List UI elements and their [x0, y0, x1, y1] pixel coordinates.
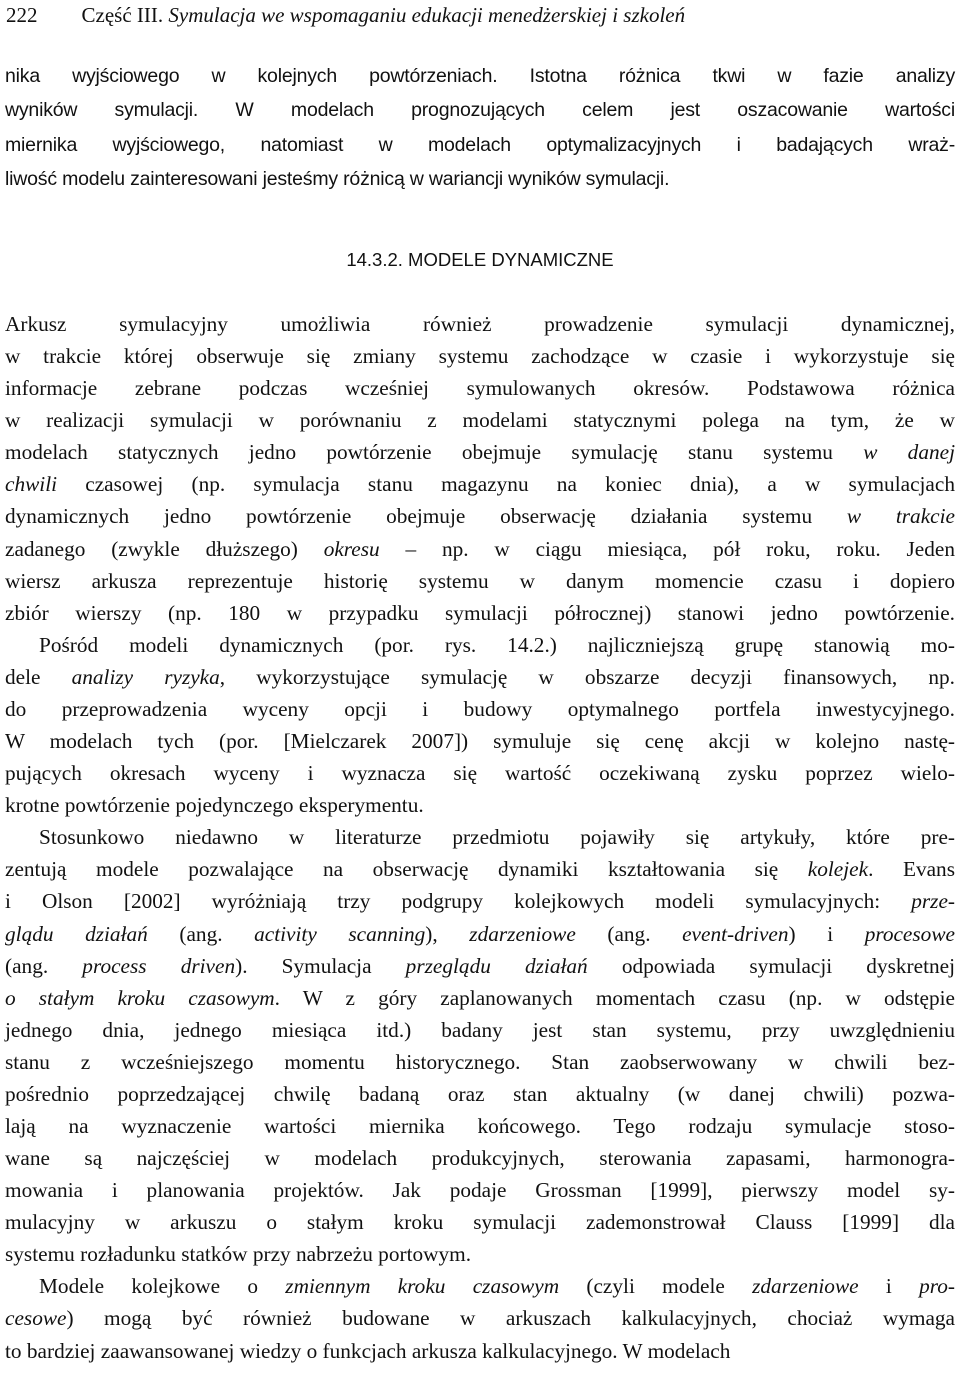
- text-segment: (ang.: [5, 953, 83, 978]
- text-line: krotne powtórzenie pojedynczego eksperymentu.: [5, 793, 424, 818]
- text-segment: ). Symulacja: [235, 953, 406, 978]
- italic-term: procesowe: [864, 921, 955, 946]
- text-segment: i: [858, 1274, 920, 1299]
- text-line: do przeprowadzenia wyceny opcji i budowy optymalnego portfela inwestycyjnego.: [5, 696, 955, 721]
- text-line: [5, 534, 955, 564]
- part-label: Część III.: [81, 3, 164, 27]
- text-line: wane są najczęściej w modelach produkcyjnych, sterowania zapasami, harmonogra-: [5, 1146, 955, 1171]
- italic-term: glądu działań: [5, 921, 148, 946]
- text-line: mowania i planowania projektów. Jak podaje Grossman [1999], pierwszy model sy-: [5, 1178, 955, 1203]
- text-line: [5, 469, 955, 499]
- italic-term: o stałym kroku czasowym: [5, 985, 275, 1010]
- running-header: [6, 3, 685, 27]
- text-segment: zadanego (zwykle dłuższego): [5, 536, 324, 561]
- text-line: pośrednio poprzedzającej chwilę badaną oraz stan aktualny (w danej chwili) pozwa-: [5, 1081, 955, 1106]
- italic-term: zmiennym kroku czasowym: [285, 1274, 560, 1299]
- text-line: w realizacji symulacji w porównaniu z modelami statycznymi polega na tym, że w: [5, 408, 955, 433]
- text-line: wiersz arkusza reprezentuje historię systemu w danym momencie czasu i dopiero: [5, 568, 955, 593]
- text-segment: ),: [425, 921, 470, 946]
- italic-term: kolejek: [807, 857, 869, 882]
- italic-term: okresu: [323, 536, 380, 561]
- text-segment: dele: [5, 664, 72, 689]
- italic-term: event-driven: [682, 921, 789, 946]
- text-line: nika wyjściowego w kolejnych powtórzeniach. Istotna różnica tkwi w fazie analizy: [5, 65, 955, 87]
- text-segment: ) i: [788, 921, 865, 946]
- text-line: [5, 662, 955, 692]
- text-line: Pośród modeli dynamicznych (por. rys. 14.2.) najliczniejszą grupę stanowią mo-: [39, 632, 955, 657]
- text-line: [5, 919, 955, 949]
- text-line: W modelach tych (por. [Mielczarek 2007]) symuluje się cenę akcji w kolejno nastę-: [5, 729, 955, 754]
- italic-term: zdarzeniowe: [469, 921, 576, 946]
- text-line: [5, 886, 955, 916]
- italic-term: w danej: [863, 440, 955, 465]
- text-segment: i Olson [2002] wyróżniają trzy podgrupy kolejkowych modeli symulacyjnych:: [5, 889, 912, 914]
- text-line: wyników symulacji. W modelach prognozujących celem jest oszacowanie wartości: [5, 99, 955, 121]
- text-segment: – np. w ciągu miesiąca, pół roku, roku. Jeden: [379, 536, 956, 561]
- text-line: [5, 951, 955, 981]
- italic-term: przeglądu działań: [405, 953, 588, 978]
- text-line: [5, 1303, 955, 1333]
- text-line: jednego dnia, jednego miesiąca itd.) badany jest stan systemu, przy uwzględnieniu: [5, 1017, 955, 1042]
- text-line: systemu rozładunku statków przy nabrzeżu portowym.: [5, 1242, 472, 1267]
- text-segment: czasowej (np. symulacja stanu magazynu na koniec dnia), a w symulacjach: [57, 472, 955, 497]
- text-segment: (czyli modele: [559, 1274, 753, 1299]
- text-segment: , wykorzystujące symulację w obszarze decyzji finansowych, np.: [219, 664, 955, 689]
- italic-term: w trakcie: [846, 504, 955, 529]
- text-line: mulacyjny w arkuszu o stałym kroku symulacji zademonstrował Clauss [1999] dla: [5, 1210, 955, 1235]
- text-line: miernika wyjściowego, natomiast w modelach optymalizacyjnych i badających wraż-: [5, 134, 955, 156]
- text-segment: dynamicznych jedno powtórzenie obejmuje obserwację działania systemu: [5, 504, 847, 529]
- text-line: zbiór wierszy (np. 180 w przypadku symulacji półrocznej) stanowi jedno powtórzenie.: [5, 600, 955, 625]
- text-line: stanu z wcześniejszego momentu historycznego. Stan zaobserwowany w chwili bez-: [5, 1049, 955, 1074]
- text-line: [5, 983, 955, 1013]
- text-segment: Modele kolejkowe o: [39, 1274, 286, 1299]
- italic-term: analizy ryzyka: [71, 664, 220, 689]
- page-number: 222: [6, 3, 38, 27]
- text-line: Stosunkowo niedawno w literaturze przedmiotu pojawiły się artykuły, które pre-: [39, 825, 955, 850]
- italic-term: zdarzeniowe: [752, 1274, 859, 1299]
- section-heading: 14.3.2. MODELE DYNAMICZNE: [346, 249, 614, 270]
- italic-term: process driven: [82, 953, 236, 978]
- text-segment: (ang.: [575, 921, 683, 946]
- text-segment: ) mogą być również budowane w arkuszach kalkulacyjnych, chociaż wymaga: [66, 1306, 955, 1331]
- italic-term: chwili: [5, 472, 58, 497]
- text-line: w trakcie której obserwuje się zmiany systemu zachodzące w czasie i wykorzystuje się: [5, 344, 955, 369]
- italic-term: pro-: [919, 1274, 956, 1299]
- text-line: liwość modelu zainteresowani jesteśmy różnicą w wariancji wyników symulacji.: [5, 168, 670, 190]
- text-line: [5, 437, 955, 467]
- text-segment: odpowiada symulacji dyskretnej: [587, 953, 956, 978]
- part-title: Symulacja we wspomaganiu edukacji menedżerskiej i szkoleń: [168, 3, 686, 27]
- text-segment: . Evans: [868, 857, 955, 882]
- text-line: informacje zebrane podczas wcześniej symulowanych okresów. Podstawowa różnica: [5, 376, 955, 401]
- text-line: [5, 501, 955, 531]
- text-line: to bardziej zaawansowanej wiedzy o funkcjach arkusza kalkulacyjnego. W modelach: [5, 1338, 731, 1363]
- text-segment: (ang.: [147, 921, 255, 946]
- italic-term: cesowe: [5, 1306, 67, 1331]
- text-line: Arkusz symulacyjny umożliwia również prowadzenie symulacji dynamicznej,: [5, 312, 955, 336]
- text-line: [5, 1271, 955, 1301]
- italic-term: prze-: [911, 889, 955, 914]
- text-line: [5, 854, 955, 884]
- text-line: pujących okresach wyceny i wyznacza się wartość oczekiwaną zysku poprzez wielo-: [5, 761, 955, 786]
- text-segment: . W z góry zaplanowanych momentach czasu (np. w odstępie: [274, 985, 955, 1010]
- text-segment: zentują modele pozwalające na obserwację dynamiki kształtowania się: [5, 857, 808, 882]
- italic-term: activity scanning: [254, 921, 426, 946]
- text-line: lają na wyznaczenie wartości miernika końcowego. Tego rodzaju symulacje stoso-: [5, 1114, 955, 1138]
- text-segment: modelach statycznych jedno powtórzenie obejmuje symulację stanu systemu: [5, 440, 864, 465]
